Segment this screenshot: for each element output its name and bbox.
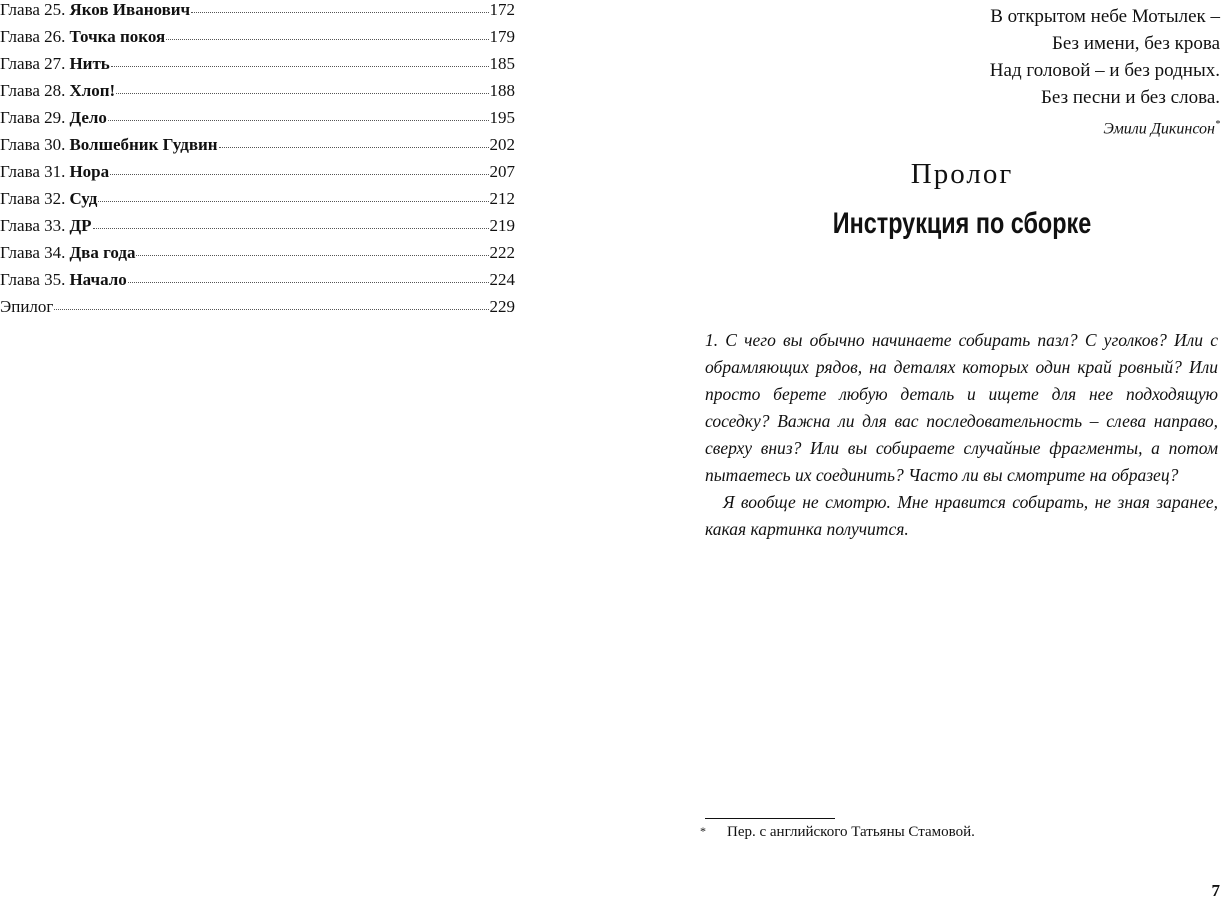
epigraph-line: Без имени, без крова — [1051, 33, 1220, 54]
toc-page-number: 172 — [489, 0, 515, 19]
toc-chapter-title: Нора — [69, 162, 110, 181]
toc-chapter-label: Глава 35. — [0, 270, 66, 289]
footnote-mark: * — [700, 824, 706, 838]
toc-leader-dots — [108, 120, 489, 121]
toc-leader-dots — [98, 201, 488, 202]
footnote — [700, 824, 975, 841]
toc-chapter-title: Дело — [69, 108, 107, 127]
toc-entry — [0, 297, 515, 324]
toc-leader-dots — [110, 174, 488, 175]
toc-leader-dots — [166, 39, 488, 40]
paragraph: 1. С чего вы обычно начинаете собирать пазл? С уголков? Или с обрамляющих рядов, на деталях которых один край ровный? Или просто берете любую деталь и ищете для нее подходящую соседку? Важна ли для вас последовательность – слева направо, сверху вниз? Или вы собираете случайные фрагменты, а потом пытаетесь их соединить? Часто ли вы смотрите на образец? — [705, 330, 1218, 485]
toc-chapter-title: Волшебник Гудвин — [69, 135, 218, 154]
toc-entry — [0, 216, 515, 243]
toc-leader-dots — [128, 282, 489, 283]
prologue-heading: Пролог — [910, 158, 1014, 190]
body-text — [705, 327, 1218, 543]
toc-leader-dots — [93, 228, 489, 229]
toc-entry — [0, 135, 515, 162]
toc-page-number: 179 — [489, 27, 515, 46]
page-number: 7 — [1211, 881, 1220, 900]
toc-entry — [0, 54, 515, 81]
toc-chapter-label: Глава 33. — [0, 216, 66, 235]
toc-chapter-label: Глава 29. — [0, 108, 66, 127]
epigraph-line: Без песни и без слова. — [1041, 87, 1220, 108]
toc-page-number: 212 — [489, 189, 515, 208]
toc-chapter-title: Два года — [69, 243, 136, 262]
toc-page-number: 188 — [489, 81, 515, 100]
footnote-reference: * — [1215, 119, 1220, 130]
toc-chapter-label: Глава 28. — [0, 81, 66, 100]
toc-leader-dots — [191, 12, 488, 13]
paragraph: Я вообще не смотрю. Мне нравится собирать, не зная заранее, какая картинка получится. — [705, 492, 1218, 539]
chapter-title: Инструкция по сборке — [832, 207, 1092, 240]
toc-leader-dots — [116, 93, 488, 94]
toc-chapter-title: Начало — [69, 270, 127, 289]
toc-entry — [0, 81, 515, 108]
toc-entry — [0, 243, 515, 270]
toc-entry — [0, 0, 515, 27]
toc-page-number: 222 — [489, 243, 515, 262]
toc-chapter-label: Глава 32. — [0, 189, 66, 208]
epigraph-line: Над головой – и без родных. — [989, 60, 1220, 81]
toc-entry — [0, 162, 515, 189]
toc-chapter-label: Глава 25. — [0, 0, 66, 19]
toc-chapter-label: Глава 31. — [0, 162, 66, 181]
toc-entry — [0, 270, 515, 297]
toc-chapter-title: Нить — [69, 54, 110, 73]
toc-chapter-title: Точка покоя — [69, 27, 166, 46]
toc-chapter-title: Хлоп! — [69, 81, 116, 100]
toc-entry — [0, 27, 515, 54]
toc-chapter-label: Глава 26. — [0, 27, 66, 46]
toc-leader-dots — [111, 66, 489, 67]
toc-page-number: 207 — [489, 162, 515, 181]
toc-chapter-title: Яков Иванович — [69, 0, 191, 19]
toc-entry — [0, 108, 515, 135]
toc-chapter-label: Глава 34. — [0, 243, 66, 262]
toc-page-number: 202 — [489, 135, 515, 154]
toc-chapter-title: Суд — [69, 189, 98, 208]
toc-chapter-label: Эпилог — [0, 297, 54, 316]
epigraph — [990, 3, 1220, 142]
toc-leader-dots — [54, 309, 488, 310]
table-of-contents — [0, 0, 515, 324]
epigraph-author-name: Эмили Дикинсон — [1103, 120, 1215, 138]
toc-chapter-label: Глава 30. — [0, 135, 66, 154]
toc-page-number: 219 — [489, 216, 515, 235]
toc-page-number: 224 — [489, 270, 515, 289]
toc-entry — [0, 189, 515, 216]
toc-page-number: 195 — [489, 108, 515, 127]
epigraph-line: В открытом небе Мотылек – — [990, 6, 1220, 27]
footnote-rule — [705, 818, 835, 819]
epigraph-author — [990, 111, 1220, 142]
footnote-text: Пер. с английского Татьяны Стамовой. — [727, 824, 975, 840]
toc-chapter-label: Глава 27. — [0, 54, 66, 73]
toc-page-number: 229 — [489, 297, 515, 316]
right-page — [700, 0, 1224, 903]
toc-page-number: 185 — [489, 54, 515, 73]
toc-leader-dots — [219, 147, 489, 148]
toc-chapter-title: ДР — [69, 216, 92, 235]
toc-leader-dots — [136, 255, 488, 256]
